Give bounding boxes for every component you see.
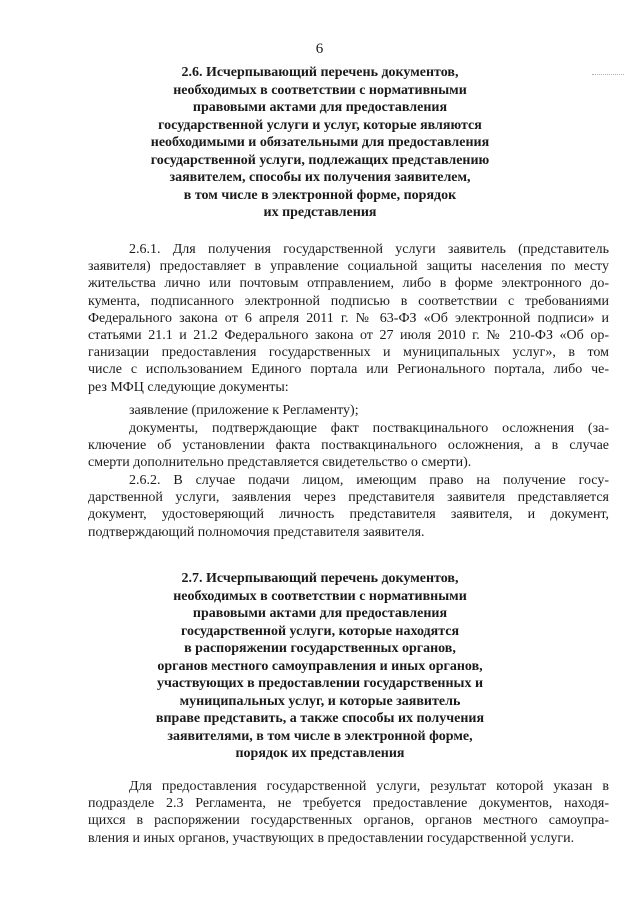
margin-scan-mark xyxy=(592,74,624,76)
text-line: Для предоставления государственной услуги, результат которой указан в xyxy=(129,779,609,794)
heading-line: 2.7. Исчерпывающий перечень документов, xyxy=(181,571,459,586)
heading-line: заявителем, способы их получения заявителем, xyxy=(169,170,471,185)
text-line: документ, удостоверяющий личность представителя заявителя, и документ, xyxy=(88,507,609,523)
text-line: кумента, подписанного электронной подписью в соответствии с требованиями xyxy=(88,293,609,309)
text-line: щихся в распоряжении государственных органов, органов местного самоупра- xyxy=(88,813,609,829)
text-line: подтверждающий полномочия представителя заявителя. xyxy=(88,524,425,540)
heading-line: заявителями, в том числе в электронной форме, xyxy=(167,728,473,744)
text-line: статьями 21.1 и 21.2 Федерального закона от 27 июля 2010 г. № 210-ФЗ «Об ор- xyxy=(88,328,609,344)
list-item-documents xyxy=(88,420,609,472)
text-line: ключение об установлении факта поствакцинального осложнения, а в случае xyxy=(88,438,609,454)
section-2-7-heading xyxy=(90,570,550,763)
heading-line: государственной услуги, которые находятся xyxy=(180,623,460,639)
text-line: дарственной услуги, заявления через представителя заявителя представляется xyxy=(88,490,609,506)
heading-line: необходимых в соответствии с нормативными xyxy=(173,588,467,604)
heading-line: органов местного самоуправления и иных органов, xyxy=(157,658,483,674)
heading-line: участвующих в предоставлении государственных и xyxy=(156,676,484,691)
page-number: 6 xyxy=(315,41,324,57)
text-line: заявление (приложение к Регламенту); xyxy=(129,403,359,418)
text-line: ганизации предоставления государственных и муниципальных услуг», в том xyxy=(88,345,609,361)
text-line: документы, подтверждающие факт поствакцинального осложнения (за- xyxy=(129,421,609,436)
text-line: смерти дополнительно представляется свидетельство о смерти). xyxy=(88,455,472,471)
heading-line: необходимых в соответствии с нормативными xyxy=(173,82,467,98)
text-line: 2.6.2. В случае подачи лицом, имеющим право на получение госу- xyxy=(129,473,609,488)
text-line: Федерального закона от 6 апреля 2011 г. № 63-ФЗ «Об электронной подписи» и xyxy=(88,310,609,326)
heading-line: в том числе в электронной форме, порядок xyxy=(183,187,457,203)
heading-line: государственной услуги и услуг, которые являются xyxy=(158,117,482,133)
heading-line: необходимыми и обязательными для предоставления xyxy=(150,135,490,150)
heading-line: вправе представить, а также способы их получения xyxy=(155,711,485,726)
paragraph-2-7-body xyxy=(88,778,609,847)
heading-line: правовыми актами для предоставления xyxy=(192,606,448,621)
heading-line: их представления xyxy=(263,205,377,220)
text-line: 2.6.1. Для получения государственной услуги заявитель (представитель xyxy=(129,242,609,257)
text-line: рез МФЦ следующие документы: xyxy=(88,379,289,395)
text-line: заявителя) предоставляет в управление социальной защиты населения по месту xyxy=(88,259,609,275)
paragraph-2-6-2 xyxy=(88,472,609,541)
text-line: числе с использованием Единого портала или Регионального портала, либо че- xyxy=(88,362,609,378)
list-item-application xyxy=(88,402,609,419)
heading-line: порядок их представления xyxy=(235,746,405,761)
text-line: подразделе 2.3 Регламента, не требуется предоставление документов, находя- xyxy=(88,796,609,812)
heading-line: 2.6. Исчерпывающий перечень документов, xyxy=(181,65,459,80)
section-2-6-heading xyxy=(90,64,550,222)
heading-line: муниципальных услуг, и которые заявитель xyxy=(179,693,461,709)
text-line: жительства лично или почтовым отправлением, либо в форме электронного до- xyxy=(88,276,609,292)
heading-line: в распоряжении государственных органов, xyxy=(184,641,456,656)
heading-line: государственной услуги, подлежащих представлению xyxy=(150,152,490,168)
heading-line: правовыми актами для предоставления xyxy=(192,100,448,115)
text-line: вления и иных органов, участвующих в предоставлении государственной услуги. xyxy=(88,830,575,846)
paragraph-2-6-1 xyxy=(88,241,609,396)
